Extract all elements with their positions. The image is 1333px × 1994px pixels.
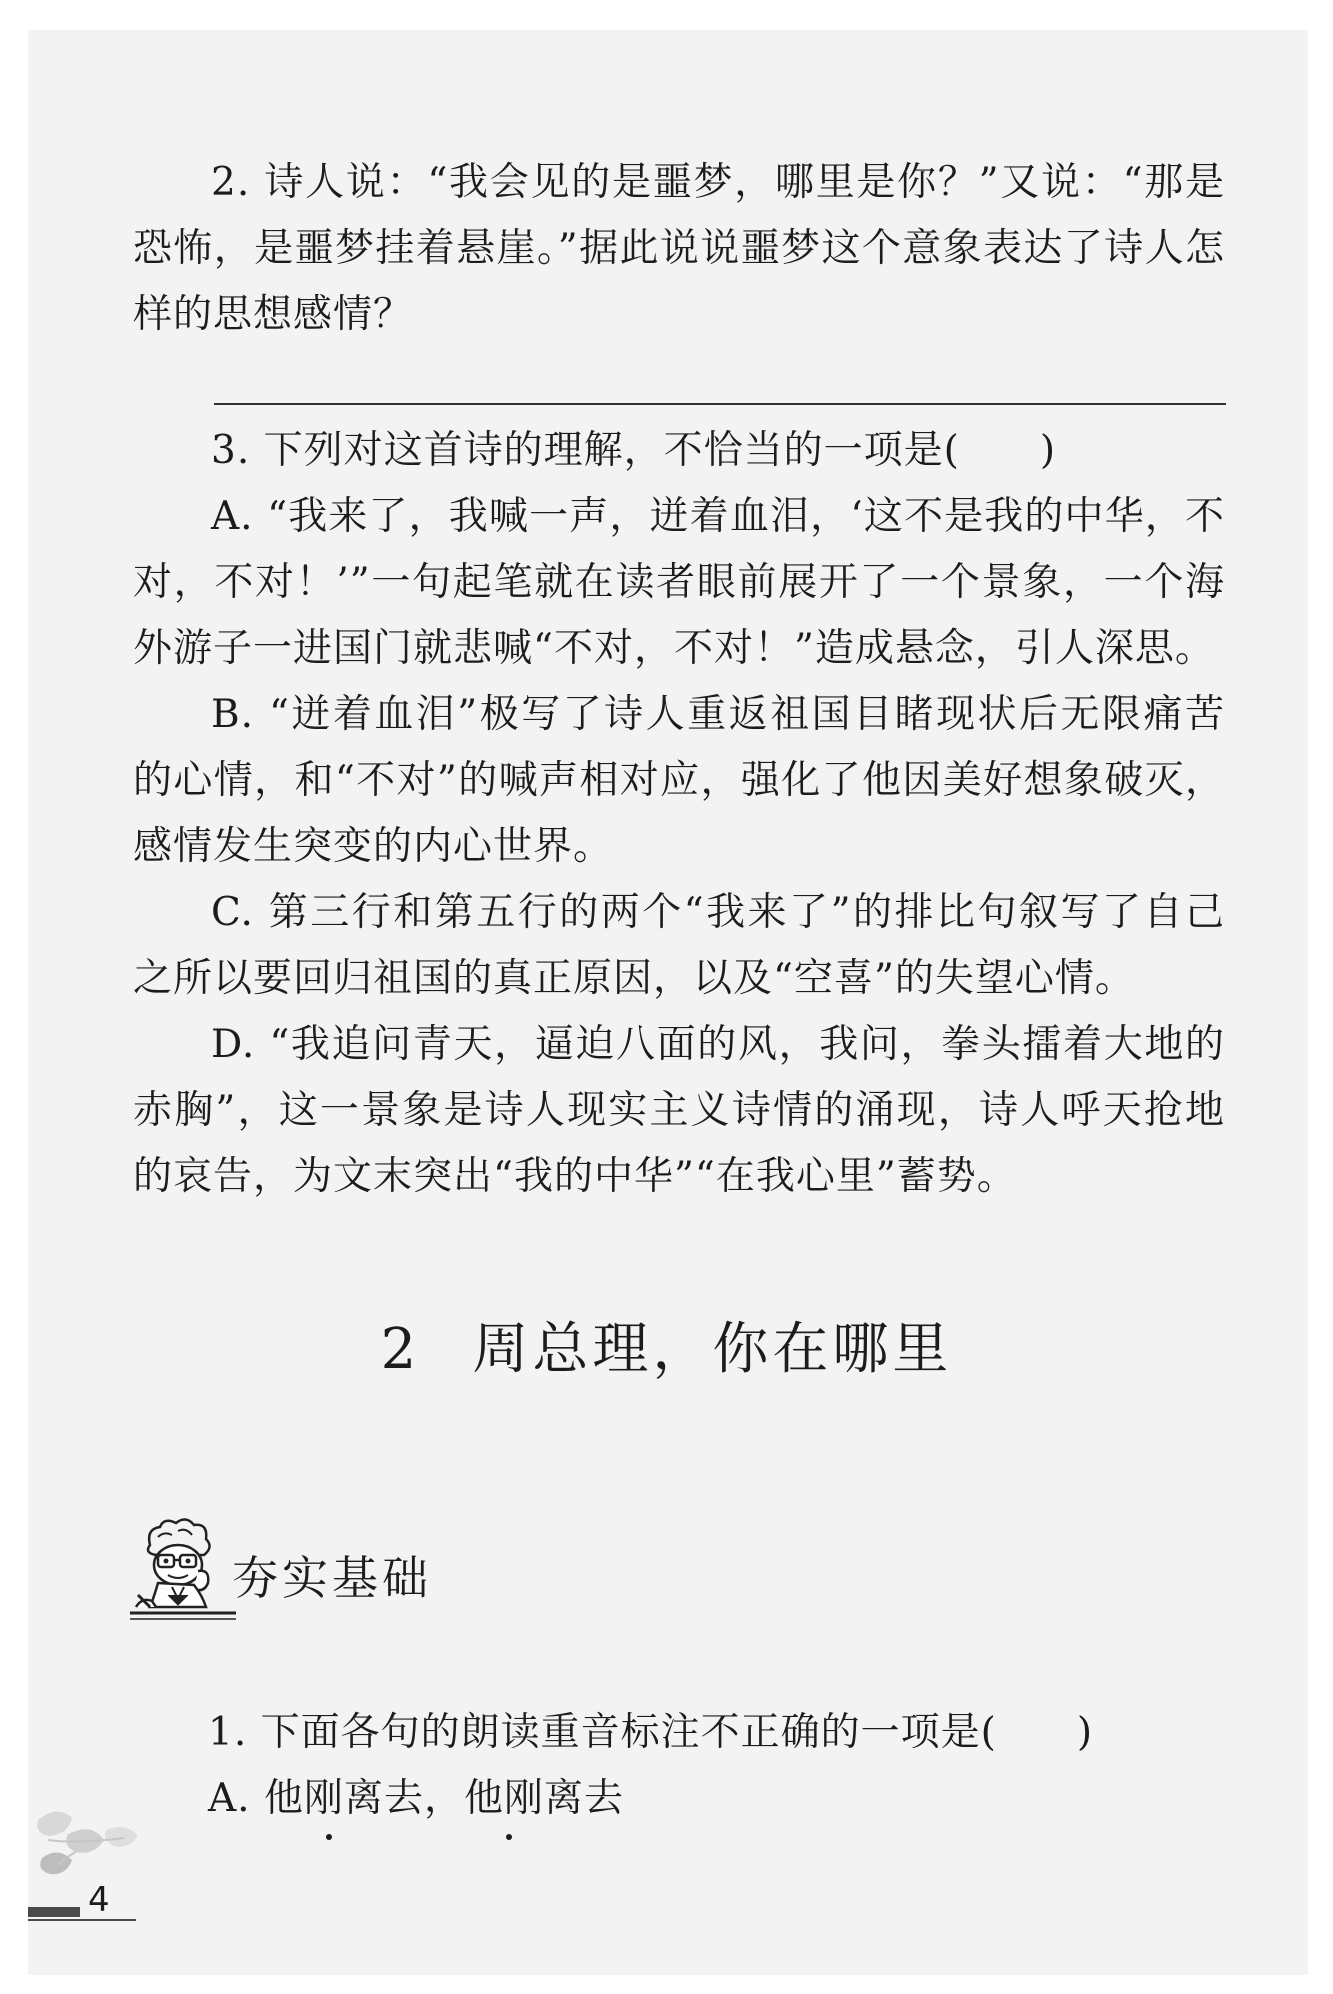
section-heading: [0, 1310, 1333, 1390]
student-writing-icon: [128, 1515, 238, 1625]
section-number: 2: [380, 1317, 417, 1382]
page-number-rule: [28, 1919, 136, 1921]
stress-mark-dot: [506, 1834, 512, 1840]
basic-question-1-stem: 1. 下面各句的朗读重音标注不正确的一项是( ): [208, 1710, 1094, 1755]
page-number-bar: [28, 1907, 80, 1917]
page-number: 4: [88, 1880, 110, 1920]
question-3-option-a: A. “我来了，我喊一声，迸着血泪，‘这不是我的中华，不对，不对！’”一句起笔就在读者眼前展开了一个景象，一个海外游子一进国门就悲喊“不对，不对！”造成悬念，引人深思。: [133, 494, 1225, 671]
question-3-option-c: C. 第三行和第五行的两个“我来了”的排比句叙写了自己之所以要回归祖国的真正原因，以及“空喜”的失望心情。: [133, 890, 1225, 1001]
question-2-text: 2. 诗人说：“我会见的是噩梦，哪里是你？”又说：“那是恐怖，是噩梦挂着悬崖。”据此说说噩梦这个意象表达了诗人怎样的思想感情？: [133, 160, 1225, 337]
question-3-option-d: D. “我追问青天，逼迫八面的风，我问，拳头擂着大地的赤胸”，这一景象是诗人现实主义诗情的涌现，诗人呼天抢地的哀告，为文末突出“我的中华”“在我心里”蓄势。: [133, 1022, 1225, 1199]
section-title: 周总理，你在哪里: [472, 1317, 953, 1382]
basic-question-1-option-a: A. 他刚离去，他刚离去: [208, 1776, 624, 1821]
stress-mark-dot: [326, 1834, 332, 1840]
question-3-stem: 3. 下列对这首诗的理解，不恰当的一项是( ): [211, 428, 1057, 473]
answer-line: [214, 403, 1226, 405]
question-3-option-b: B. “迸着血泪”极写了诗人重返祖国目睹现状后无限痛苦的心情，和“不对”的喊声相对应，强化了他因美好想象破灭，感情发生突变的内心世界。: [133, 692, 1225, 869]
badge-label: 夯实基础: [232, 1551, 432, 1605]
